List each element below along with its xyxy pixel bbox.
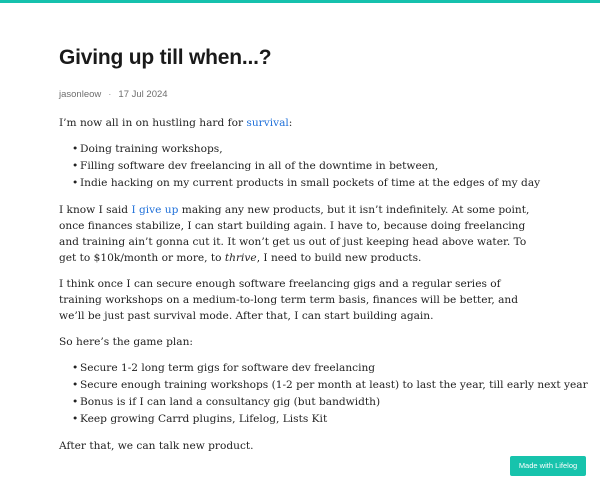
list-item-text: Filling software dev freelancing in all of the downtime in between, — [80, 160, 439, 172]
bullet-icon: • — [72, 379, 79, 391]
bullet-icon: • — [72, 177, 79, 189]
list-item — [72, 175, 541, 191]
paragraph-plan-context: I think once I can secure enough software freelancing gigs and a regular series of training workshops on a medium-to-long term term basis, finances will be better, and we’ll be just past survival mode. After that, I can start building again. — [59, 278, 519, 322]
paragraph-intro — [59, 115, 541, 131]
list-item-text: Bonus is if I can land a consultancy gig (but bandwidth) — [80, 396, 381, 408]
post-title: Giving up till when...? — [59, 46, 272, 69]
paragraph-closing: After that, we can talk new product. — [59, 440, 254, 452]
post-content — [59, 115, 588, 464]
post-meta — [59, 89, 168, 101]
paragraph-give-up — [59, 202, 541, 266]
paragraph-text: : — [288, 117, 293, 129]
paragraph-game-plan: So here’s the game plan: — [59, 336, 193, 348]
top-accent-bar — [0, 0, 600, 3]
bullet-icon: • — [72, 160, 79, 172]
paragraph-text: I know I said — [59, 204, 132, 216]
made-with-lifelog-button[interactable]: Made with Lifelog — [510, 456, 586, 476]
bullet-icon: • — [72, 396, 79, 408]
game-plan-list — [59, 360, 588, 427]
post-author[interactable]: jasonleow — [59, 89, 102, 100]
emphasis-thrive: thrive — [224, 252, 257, 264]
list-item — [72, 411, 541, 427]
list-item-text: Indie hacking on my current products in small pockets of time at the edges of my day — [80, 177, 541, 189]
list-item — [72, 360, 541, 376]
list-item-text: Secure 1-2 long term gigs for software dev freelancing — [80, 362, 376, 374]
list-item-text: Keep growing Carrd plugins, Lifelog, Lists Kit — [80, 413, 328, 425]
meta-separator: · — [108, 89, 112, 100]
list-item-text: Doing training workshops, — [80, 143, 223, 155]
paragraph-text: I’m now all in on hustling hard for — [59, 117, 247, 129]
paragraph-text: , I need to build new products. — [256, 252, 422, 264]
bullet-icon: • — [72, 413, 79, 425]
survival-link[interactable]: survival — [246, 117, 289, 129]
i-give-up-link[interactable]: I give up — [131, 204, 179, 216]
bullet-icon: • — [72, 362, 79, 374]
paragraph-text: making any new products, but it isn’t indefinitely. At some point, once finances stabilize, I can start building again. I have to, because doing freelancing and training ain’t gonna cut it. It won’t get us out of just keeping head above water. To get to $10k/month or more, to — [59, 204, 530, 264]
post-date: 17 Jul 2024 — [118, 89, 168, 100]
list-item-text: Secure enough training workshops (1-2 per month at least) to last the year, till early next year — [80, 379, 588, 391]
list-item — [72, 141, 541, 157]
list-item — [72, 394, 541, 410]
list-item — [72, 377, 588, 393]
list-item — [72, 158, 541, 174]
bullet-icon: • — [72, 143, 79, 155]
current-activities-list — [59, 141, 541, 191]
